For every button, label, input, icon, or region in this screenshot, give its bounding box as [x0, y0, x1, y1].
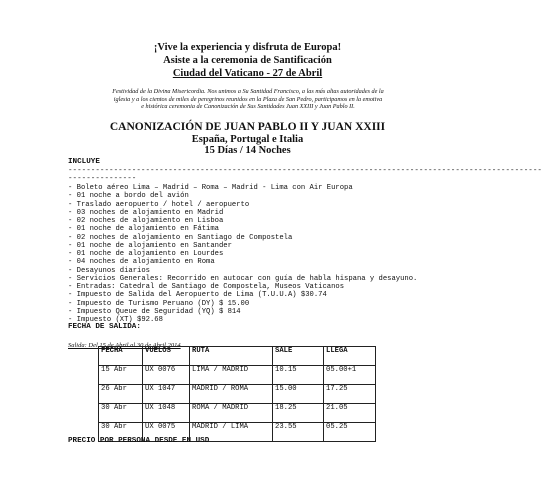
column-header-ruta: RUTA [190, 347, 273, 366]
table-cell: UX 0076 [143, 366, 190, 385]
table-cell: 15 Abr [99, 366, 143, 385]
table-row [99, 404, 376, 423]
list-item: - Boleto aéreo Lima – Madrid – Roma – Madrid - Lima con Air Europa [68, 184, 353, 192]
list-item: - Entradas: Catedral de Santiago de Compostela, Museos Vaticanos [68, 283, 345, 292]
column-header-llega: LLEGA [324, 347, 376, 366]
table-cell: 30 Abr [99, 404, 143, 423]
intro-line-2: iglesia y a los cientos de miles de peregrinos reunidos en la Plaza de San Pedro, participamos en la emotiva [113, 95, 383, 103]
headline-3: Ciudad del Vaticano - 27 de Abril [172, 68, 323, 79]
fecha-heading: FECHA DE SALIDA: [68, 323, 141, 331]
tour-title: CANONIZACIÓN DE JUAN PABLO II Y JUAN XXIII [109, 121, 386, 133]
incluye-heading: INCLUYE [68, 158, 100, 166]
table-cell: 10.15 [273, 366, 324, 385]
headline-1: ¡Vive la experiencia y disfruta de Europa! [153, 42, 342, 53]
table-cell: MADRID / ROMA [190, 385, 273, 404]
dash-rule-2: --------------- [68, 175, 137, 183]
intro-line-1: Festividad de la Divina Misericordia. Nos unimos a Su Santidad Francisco, a las más altas autoridades de la [112, 88, 384, 95]
table-cell: ROMA / MADRID [190, 404, 273, 423]
column-header-sale: SALE [273, 347, 324, 366]
table-cell: UX 1047 [143, 385, 190, 404]
headline-2: Asiste a la ceremonia de Santificación [163, 55, 332, 66]
incluye-list [68, 184, 448, 325]
intro-line-3: e histórica ceremonia de Canonización de Sus Santidades Juan XXIII y Juan Pablo II. [141, 103, 355, 111]
list-item: - 02 noches de alojamiento en Lisboa [68, 217, 224, 226]
table-header-row [99, 347, 376, 366]
list-item: - 03 noches de alojamiento en Madrid [68, 208, 224, 217]
table-cell: 26 Abr [99, 385, 143, 404]
table-cell: 30 Abr [99, 423, 143, 442]
dash-rule-1: -------------------------------------------------------------------------------------------------------- [68, 167, 542, 175]
list-item: - Desayunos diarios [68, 266, 150, 275]
tour-duration: 15 Días / 14 Noches [204, 145, 291, 156]
table-cell: LIMA / MADRID [190, 366, 273, 385]
table-cell: 17.25 [324, 385, 376, 404]
table-cell: 05.00+1 [324, 366, 376, 385]
list-item: - 01 noche a bordo del avión [68, 192, 189, 201]
table-cell: 15.00 [273, 385, 324, 404]
salida-note: Salida: Del 15 de Abril al 30 de Abril 2014 [68, 342, 181, 349]
flights-table [98, 346, 376, 442]
list-item: - Impuesto (XT) $92.68 [68, 316, 163, 325]
table-row [99, 366, 376, 385]
table-cell: 23.55 [273, 423, 324, 442]
table-cell: MADRID / LIMA [190, 423, 273, 442]
list-item: - Servicios Generales: Recorrido en autocar con guía de habla hispana y desayuno. [68, 274, 418, 283]
precio-heading: PRECIO POR PERSONA DESDE EN USD [68, 437, 210, 445]
table-cell: 18.25 [273, 404, 324, 423]
list-item: - Impuesto Queue de Seguridad (YQ) $ 814 [68, 307, 241, 316]
column-header-vuelos: VUELOS [143, 347, 190, 366]
tour-countries: España, Portugal e Italia [191, 134, 304, 145]
list-item: - 04 noches de alojamiento en Roma [68, 258, 215, 267]
column-header-fecha: FECHA [99, 347, 143, 366]
list-item: - 02 noches de alojamiento en Santiago de Compostela [68, 233, 293, 242]
table-cell: UX 1048 [143, 404, 190, 423]
table-cell: UX 0075 [143, 423, 190, 442]
list-item: - Impuesto de Turismo Peruano (DY) $ 15.00 [68, 299, 250, 308]
list-item: - 01 noche de alojamiento en Santander [68, 241, 232, 250]
list-item: - Traslado aeropuerto / hotel / aeropuerto [68, 200, 250, 209]
list-item: - 01 noche de alojamiento en Lourdes [68, 250, 224, 259]
table-row [99, 385, 376, 404]
list-item: - Impuesto de Salida del Aeropuerto de Lima (T.U.U.A) $30.74 [68, 291, 327, 300]
table-cell: 05.25 [324, 423, 376, 442]
list-item: - 01 noche de alojamiento en Fátima [68, 225, 219, 234]
table-cell: 21.05 [324, 404, 376, 423]
intro-paragraph [66, 88, 430, 111]
